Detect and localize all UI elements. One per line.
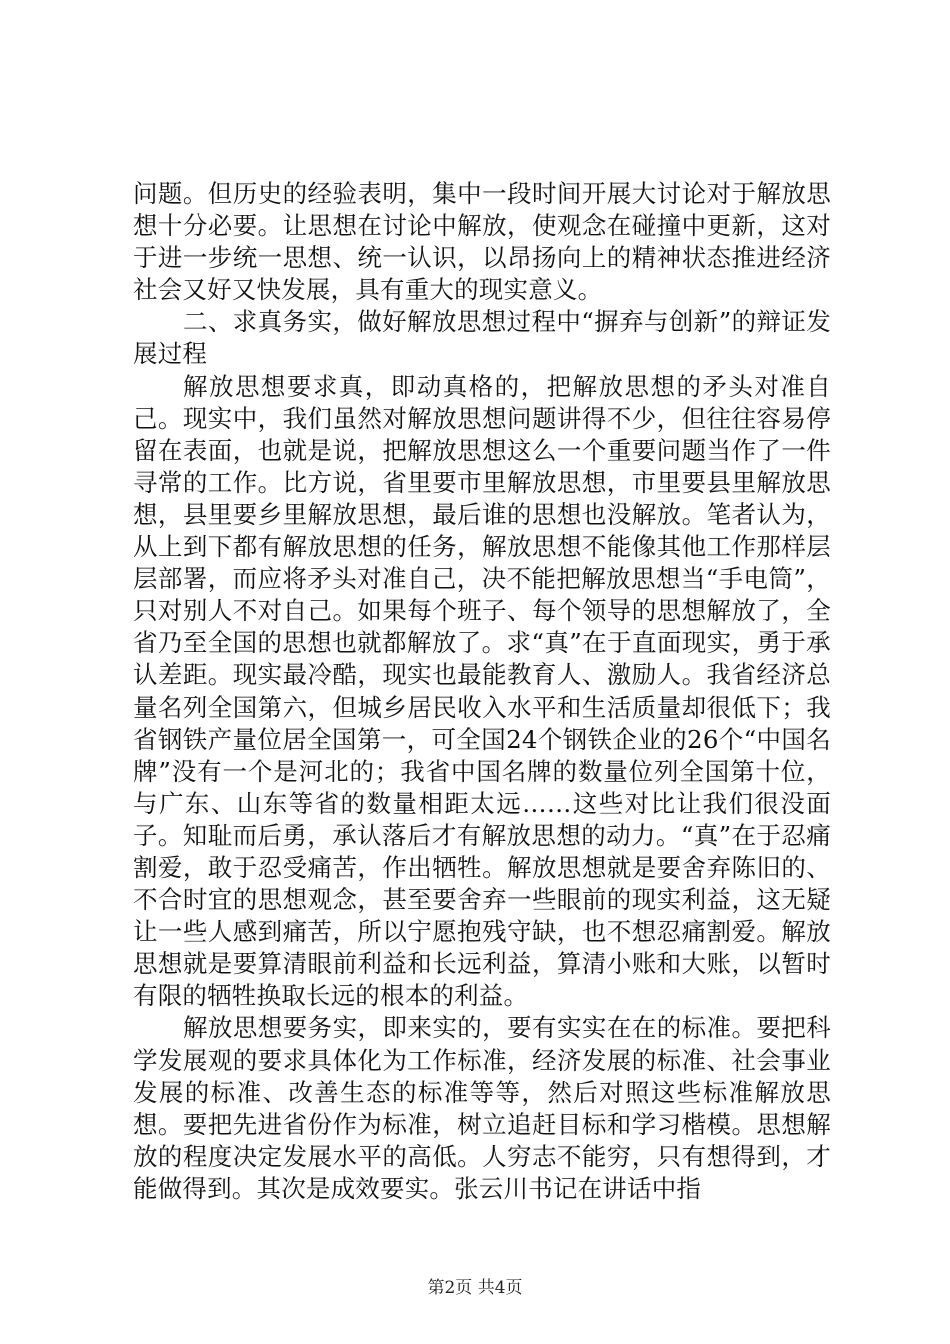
document-body — [133, 178, 831, 1205]
paragraph-be-practical: 解放思想要务实，即来实的，要有实实在在的标准。要把科学发展观的要求具体化为工作标准，经济发展的标准、社会事业发展的标准、改善生态的标准等等，然后对照这些标准解放思想。要把先进省份作为标准，树立追赶目标和学习楷模。思想解放的程度决定发展水平的高低。人穷志不能穷，只有想得到，才能做得到。其次是成效要实。张云川书记在讲话中指 — [133, 1013, 831, 1203]
paragraph-continuation: 问题。但历史的经验表明，集中一段时间开展大讨论对于解放思想十分必要。让思想在讨论中解放，使观念在碰撞中更新，这对于进一步统一思想、统一认识，以昂扬向上的精神状态推进经济社会又好又快发展，具有重大的现实意义。 — [133, 179, 831, 305]
page-number-footer: 第2页 共4页 — [427, 1278, 523, 1298]
section-heading: 二、求真务实，做好解放思想过程中“摒弃与创新”的辩证发展过程 — [133, 307, 831, 369]
paragraph-seek-truth: 解放思想要求真，即动真格的，把解放思想的矛头对准自己。现实中，我们虽然对解放思想问题讲得不少，但往往容易停留在表面，也就是说，把解放思想这么一个重要问题当作了一件寻常的工作。比方说，省里要市里解放思想，市里要县里解放思想，县里要乡里解放思想，最后谁的思想也没解放。笔者认为，从上到下都有解放思想的任务，解放思想不能像其他工作那样层层部署，而应将矛头对准自己，决不能把解放思想当“手电筒”，只对别人不对自己。如果每个班子、每个领导的思想解放了，全省乃至全国的思想也就都解放了。求“真”在于直面现实，勇于承认差距。现实最冷酷，现实也最能教育人、激励人。我省经济总量名列全国第六，但城乡居民收入水平和生活质量却很低下；我省钢铁产量位居全国第一，可全国24个钢铁企业的26个“中国名牌”没有一个是河北的；我省中国名牌的数量位列全国第十位，与广东、山东等省的数量相距太远……这些对比让我们很没面子。知耻而后勇，承认落后才有解放思想的动力。“真”在于忍痛割爱，敢于忍受痛苦，作出牺牲。解放思想就是要舍弃陈旧的、不合时宜的思想观念，甚至要舍弃一些眼前的现实利益，这无疑让一些人感到痛苦，所以宁愿抱残守缺，也不想忍痛割爱。解放思想就是要算清眼前利益和长远利益，算清小账和大账，以暂时有限的牺牲换取长远的根本的利益。 — [133, 371, 831, 1011]
